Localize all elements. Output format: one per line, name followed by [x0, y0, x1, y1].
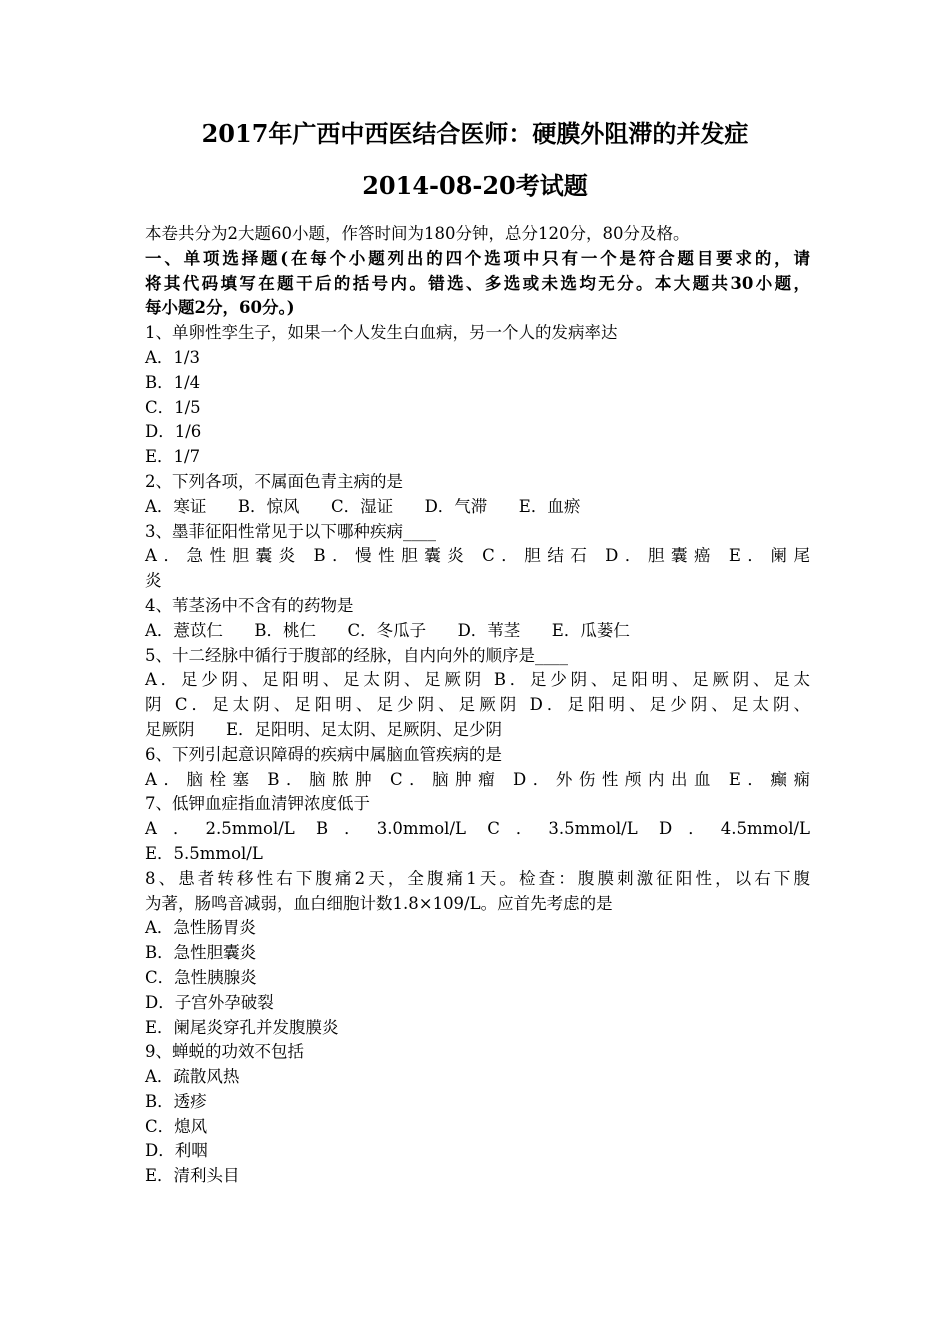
body-text-line: A．1/3: [145, 347, 200, 367]
body-text-line: 阴 C．足太阴、足阳明、足少阴、足厥阴 D．足阳明、足少阴、足太阴、: [145, 695, 810, 715]
body-text-line: 炎: [145, 571, 162, 591]
body-text-line: C．熄风: [145, 1116, 208, 1136]
document-title: 2017年广西中西医结合医师：硬膜外阻滞的并发症: [201, 119, 749, 148]
body-text-line: E．1/7: [145, 447, 201, 467]
body-text-line: A．急性肠胃炎: [145, 918, 256, 938]
body-text-line: D．利咽: [145, 1141, 208, 1161]
body-text-line: C．急性胰腺炎: [145, 967, 257, 987]
body-text-line: 1、单卵性孪生子，如果一个人发生白血病，另一个人的发病率达: [145, 323, 618, 343]
document-body: [145, 222, 810, 1189]
body-text-line: 足厥阴 E．足阳明、足太阴、足厥阴、足少阴: [145, 719, 503, 739]
body-text-line: B．透疹: [145, 1091, 207, 1111]
section-heading-line: 将其代码填写在题干后的括号内。错选、多选或未选均无分。本大题共30小题，: [145, 273, 810, 293]
body-text-line: A．足少阴、足阳明、足太阴、足厥阴 B．足少阴、足阳明、足厥阴、足太: [145, 670, 810, 690]
body-text-line: 8、患者转移性右下腹痛2天，全腹痛1天。检查：腹膜刺激征阳性，以右下腹: [145, 868, 810, 888]
body-text-line: A．2.5mmol/L B．3.0mmol/L C．3.5mmol/L D．4.5mmol/L: [145, 819, 810, 839]
body-text-line: D．子宫外孕破裂: [145, 992, 274, 1012]
body-text-line: E．清利头目: [145, 1166, 240, 1186]
body-text-line: A．疏散风热: [145, 1067, 240, 1087]
body-text-line: E．阑尾炎穿孔并发腹膜炎: [145, 1017, 339, 1037]
document-subtitle: 2014-08-20考试题: [362, 171, 588, 200]
body-text-line: B．1/4: [145, 372, 201, 392]
body-text-line: E．5.5mmol/L: [145, 843, 263, 863]
body-text-line: B．急性胆囊炎: [145, 943, 257, 963]
body-text-line: A．急性胆囊炎 B．慢性胆囊炎 C．胆结石 D．胆囊癌 E．阑尾: [145, 546, 810, 566]
body-text-line: D．1/6: [145, 422, 202, 442]
body-text-line: 9、蝉蜕的功效不包括: [145, 1042, 304, 1062]
body-text-line: A．薏苡仁 B．桃仁 C．冬瓜子 D．苇茎 E．瓜蒌仁: [145, 620, 630, 640]
body-text-line: 本卷共分为2大题60小题，作答时间为180分钟，总分120分，80分及格。: [145, 224, 690, 243]
body-text-line: 2、下列各项，不属面色青主病的是: [145, 471, 403, 491]
body-text-line: 7、低钾血症指血清钾浓度低于: [145, 794, 370, 814]
section-heading-line: 一、单项选择题(在每个小题列出的四个选项中只有一个是符合题目要求的，请: [145, 248, 810, 268]
body-text-line: 6、下列引起意识障碍的疾病中属脑血管疾病的是: [145, 744, 502, 764]
body-text-line: 为著，肠鸣音减弱，血白细胞计数1.8×109/L。应首先考虑的是: [145, 893, 613, 913]
body-text-line: C．1/5: [145, 397, 201, 417]
section-heading-line: 每小题2分，60分。): [145, 298, 295, 318]
body-text-line: 5、十二经脉中循行于腹部的经脉，自内向外的顺序是____: [145, 645, 568, 665]
body-text-line: 4、苇茎汤中不含有的药物是: [145, 595, 354, 615]
body-text-line: A．寒证 B．惊风 C．湿证 D．气滞 E．血瘀: [145, 496, 581, 516]
body-text-line: 3、墨菲征阳性常见于以下哪种疾病____: [145, 521, 436, 541]
body-text-line: A．脑栓塞 B．脑脓肿 C．脑肿瘤 D．外伤性颅内出血 E．癫痫: [145, 769, 810, 789]
